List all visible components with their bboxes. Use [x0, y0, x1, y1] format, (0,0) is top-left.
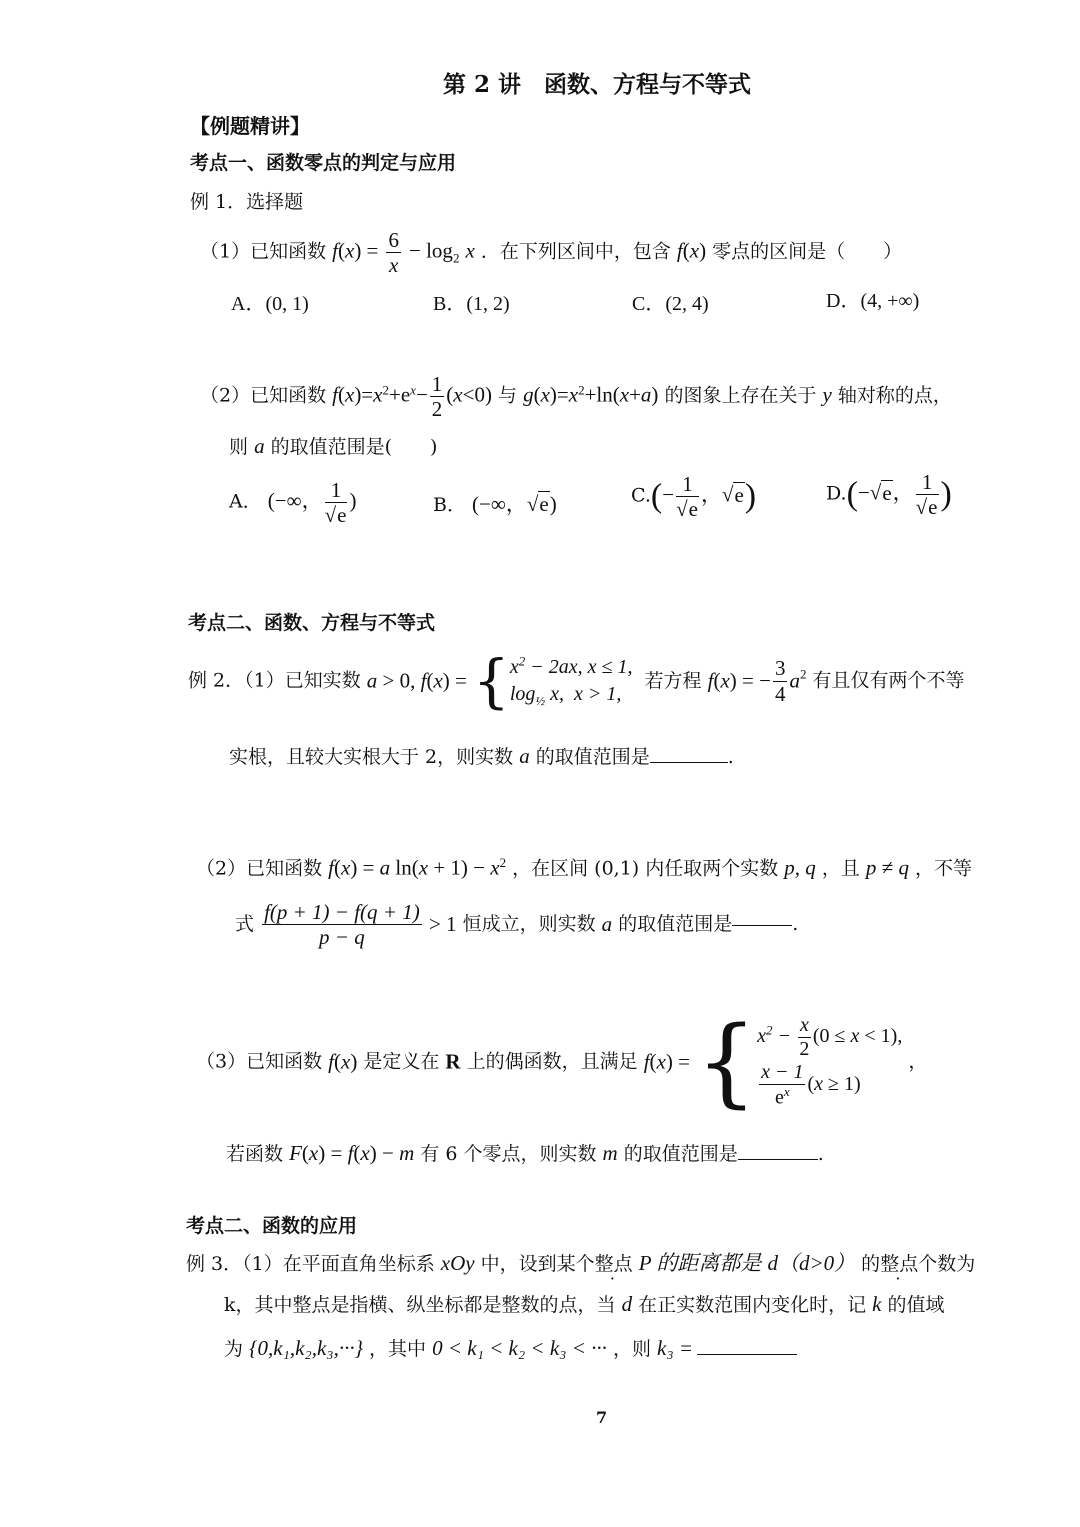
ex2-3-mid: 是定义在 — [363, 1050, 440, 1073]
page-title: 第 2 讲 函数、方程与不等式 — [443, 71, 752, 98]
ex3-label: 例 3．（1）在平面直角坐标系 — [186, 1253, 435, 1275]
ex3-dotted-word-1: 整点 — [594, 1253, 633, 1275]
q1-prefix: （1）已知函数 — [200, 240, 327, 263]
ex2-3-mid2: 上的偶函数，且满足 — [466, 1050, 638, 1073]
topic-2-heading: 考点二、函数、方程与不等式 — [188, 612, 436, 634]
topic-3-heading: 考点二、函数的应用 — [186, 1215, 358, 1237]
q2-suffix2: 轴对称的点， — [837, 384, 952, 407]
ex2-3-comma: ， — [908, 1050, 928, 1073]
ex2-2-suffix: ，不等 — [914, 857, 972, 880]
ex2-label: 例 2．（1）已知实数 — [188, 669, 361, 692]
ex2-line2-text: 实根，且较大实根大于 2，则实数 — [229, 746, 514, 768]
ex2-3-line2b: 有 6 个零点，则实数 — [420, 1143, 597, 1165]
ex3-line3c: ，则 — [612, 1338, 651, 1360]
example-2-1-line2: 实根，且较大实根大于 2，则实数 a 的取值范围是 . — [229, 744, 734, 768]
q2-line2-text: 则 — [229, 436, 249, 458]
q1-formula: f — [332, 238, 338, 263]
ex2-line2b-text: 的取值范围是 — [535, 746, 650, 768]
ex2-3-line2c: 的取值范围是 — [623, 1143, 738, 1165]
ex3-line3a: 为 — [224, 1338, 244, 1360]
ex2-3-line2a: 若函数 — [226, 1143, 284, 1165]
example-1-label: 例 1．选择题 — [190, 191, 304, 213]
ex3-xoy: xOy — [440, 1251, 475, 1275]
ex2-2-line2a: 式 — [235, 913, 255, 936]
q2-option-a-label: A． — [229, 490, 262, 513]
q2-option-c: C.(− $\frac{1}{√e}$ ，√e) — [631, 472, 757, 522]
ex2-3-end: . — [817, 1143, 824, 1165]
ex3-mid: 中，设到某个 — [480, 1253, 595, 1275]
ex2-2-line2b: 恒成立，则实数 — [462, 913, 596, 936]
q2-option-d: D.(−√e， $\frac{1}{√e}$ ) — [826, 470, 952, 520]
ex2-2-line2c: 的取值范围是 — [618, 913, 733, 936]
ex3-dotted-word-2: 整点 — [880, 1253, 919, 1275]
ex2-2-prefix: （2）已知函数 — [196, 857, 323, 880]
q1-fraction: $\frac{6}{x}$ — [388, 228, 399, 278]
ex3-mid3: 的 — [861, 1253, 881, 1275]
answer-blank-3-1[interactable] — [697, 1353, 797, 1355]
q2-option-a: A． (−∞， $\frac{1}{√e}$ ) — [229, 478, 357, 528]
q2-option-b: B． (−∞，√e) — [433, 492, 557, 516]
q2-line2: 则 a 的取值范围是( ) — [229, 434, 438, 458]
page-number: 7 — [596, 1408, 608, 1427]
ex2-2-mid2: ，且 — [821, 857, 860, 880]
ex3-set: {0,k₁,k₂,k₃,···} — [249, 1336, 363, 1360]
answer-blank-2-1[interactable] — [650, 761, 728, 763]
ex3-d: d（d>0） — [767, 1251, 856, 1275]
ex3-line3b: ，其中 — [369, 1338, 427, 1360]
q2-prefix: （2）已知函数 — [200, 384, 327, 407]
q1-option-c: C．(2, 4) — [632, 293, 709, 315]
q1-suffix: ．在下列区间中，包含 — [480, 240, 671, 263]
ex3-k3: k₃ = — [657, 1336, 694, 1360]
real-numbers-symbol: R — [445, 1049, 461, 1074]
example-2-1: 例 2．（1）已知实数 a > 0, $f(x) = \{x^2 - 2ax$, x ≤ 1, $\log_{\frac{1}{2}} x$, x > 1, 若方程 f(x) = − $\frac{3}{4}$ $a^2$ 有且仅有两个不等 — [188, 647, 965, 715]
q1-suffix2: 零点的区间是（ ） — [712, 240, 903, 263]
q1-option-a: A．(0, 1) — [231, 293, 309, 315]
ex2-3-prefix: （3）已知函数 — [196, 1050, 323, 1073]
example-2-2-line2: 式 $\frac{f(p + 1) - f(q + 1)}{p - q}$ > 1 恒成立，则实数 a 的取值范围是 . — [235, 900, 799, 950]
ex3-line2c: 的值域 — [887, 1294, 945, 1316]
ex3-inequality: 0 < k₁ < k₂ < k₃ < ··· — [432, 1336, 607, 1360]
q2-option-b-label: B． — [433, 494, 466, 516]
ex3-line2b: 在正实数范围内变化时，记 — [638, 1294, 867, 1316]
ex3-suffix: 个数为 — [918, 1253, 976, 1275]
example-3-1-line3 — [224, 1338, 797, 1359]
ex2-end: . — [727, 746, 734, 768]
q1-option-b: B．(1, 2) — [433, 293, 510, 315]
q2-option-d-label: D. — [826, 482, 847, 505]
example-2-2: （2）已知函数 f(x) = a $\ln(x + 1) - x^2$ ，在区间 (0,1) 内任取两个实数 p, q ，且 p ≠ q ，不等 — [196, 855, 972, 880]
topic-1-heading: 考点一、函数零点的判定与应用 — [190, 152, 457, 174]
ex2-eq-suffix: 有且仅有两个不等 — [812, 669, 965, 692]
example-3-1-line2: k，其中整点是指横、纵坐标都是整数的点，当 d 在正实数范围内变化时，记 k 的值域 — [224, 1292, 945, 1316]
ex3-mid2: P 的距离都是 — [638, 1251, 762, 1275]
answer-blank-2-2[interactable] — [732, 924, 792, 926]
q1-option-d: D．(4, +∞) — [826, 290, 920, 312]
section-header: 【例题精讲】 — [190, 114, 310, 138]
example-3-1 — [186, 1253, 975, 1274]
ex2-eq-text: 若方程 — [644, 669, 702, 692]
q2-mid: 与 — [498, 384, 518, 407]
example-2-3-line2: 若函数 F(x) = f(x) − m 有 6 个零点，则实数 m 的取值范围是 . — [226, 1141, 824, 1165]
ex3-line2a: k，其中整点是指横、纵坐标都是整数的点，当 — [224, 1294, 616, 1316]
ex2-2-mid: ，在区间 (0,1) 内任取两个实数 — [512, 857, 779, 880]
question-1-2: （2）已知函数 $f(x)=x^2+e^x-$ $\frac{1}{2}$ (x<0) 与 $g(x)=x^2+\ln(x+a)$ 的图象上存在关于 y 轴对称的点， — [200, 372, 952, 422]
ex2-2-end: . — [792, 913, 799, 936]
example-2-3: （3）已知函数 f(x) 是定义在 R 上的偶函数，且满足 $f(x) = \{x^2$ − $\frac{x}{2}$ (0 ≤ x < 1), $\frac{x - 1}{e^x}$ (x ≥ 1) ， — [196, 1006, 928, 1118]
q2-option-c-label: C. — [631, 484, 651, 507]
answer-blank-2-3[interactable] — [738, 1158, 818, 1160]
q2-suffix: 的图象上存在关于 — [664, 384, 817, 407]
question-1-1: （1）已知函数 f(x) = $\frac{6}{x}$ − $\log_2 x$ ．在下列区间中，包含 f(x) 零点的区间是（ ） — [200, 228, 903, 278]
q2-line2b-text: 的取值范围是( ) — [270, 436, 438, 458]
